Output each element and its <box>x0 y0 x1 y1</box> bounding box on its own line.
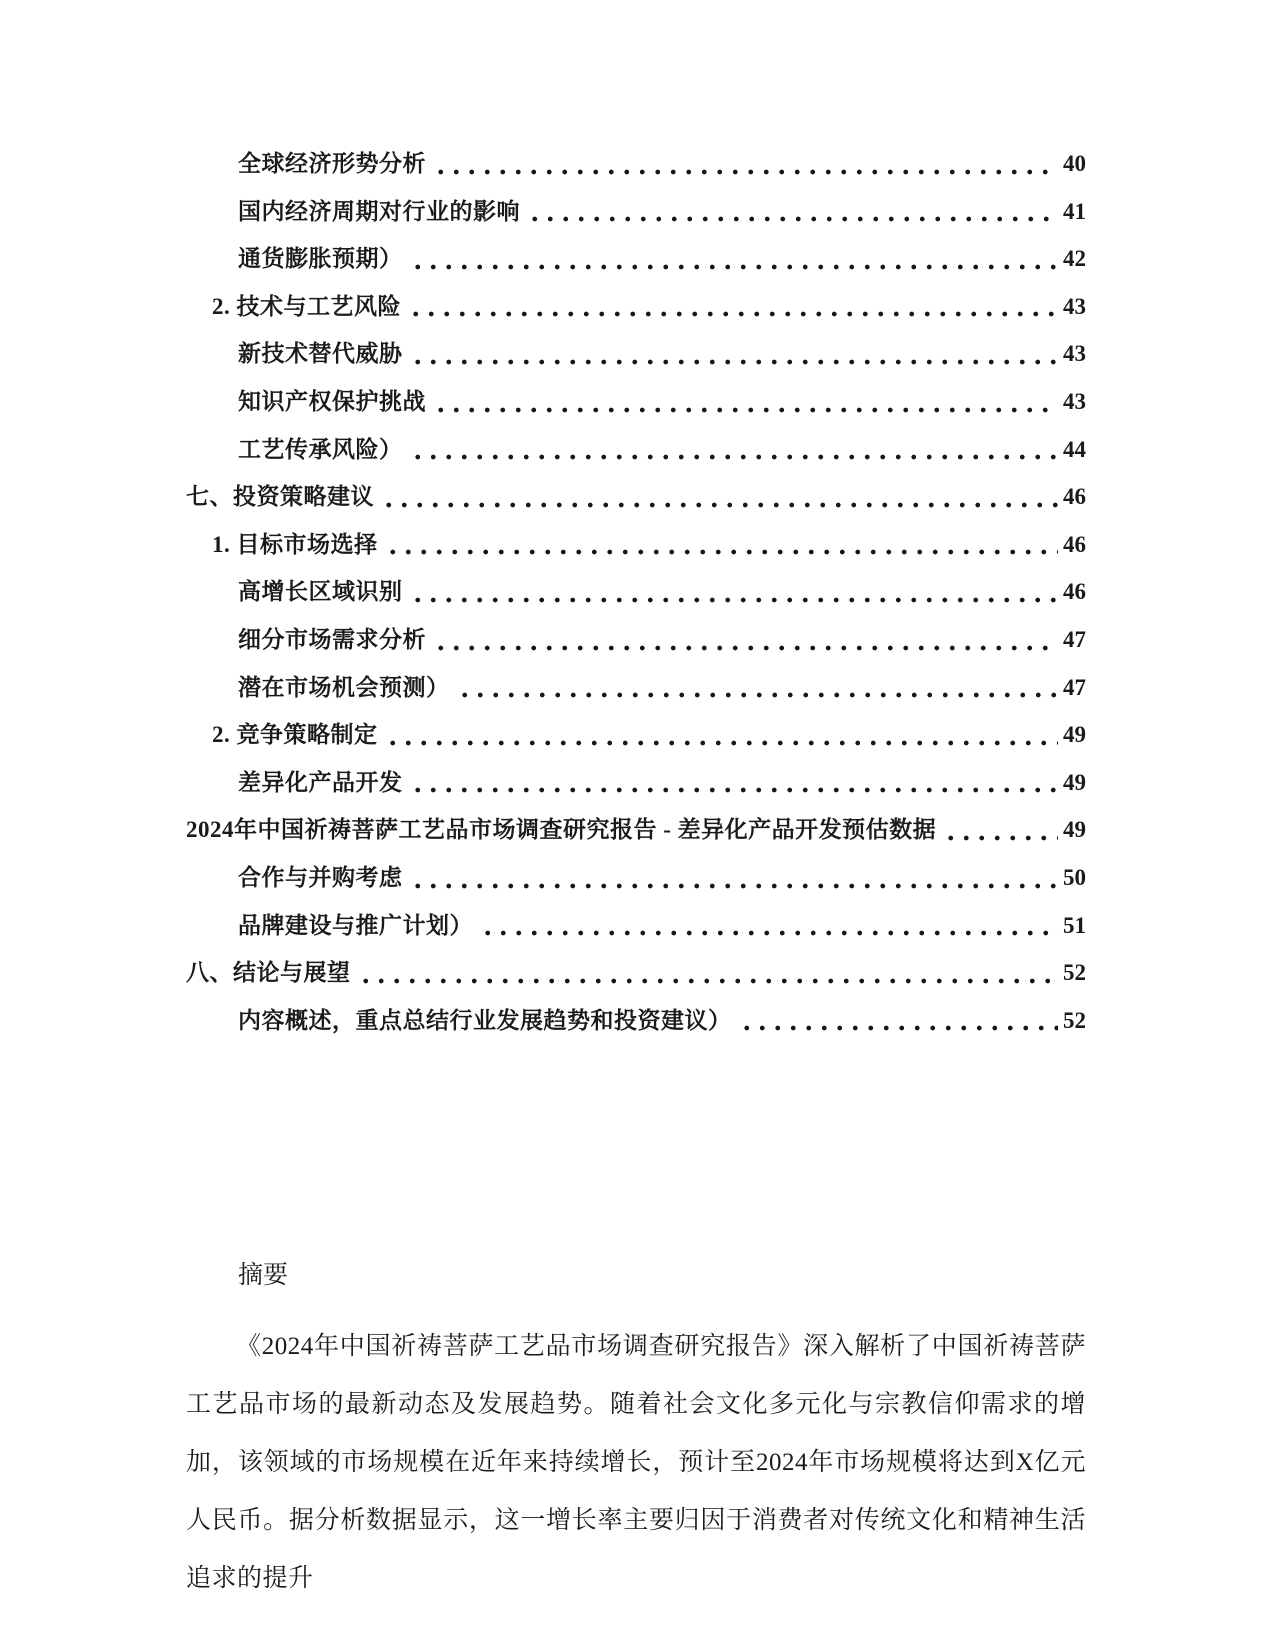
toc-entry-label: 细分市场需求分析 <box>238 626 426 652</box>
abstract-heading: 摘要 <box>238 1262 289 1290</box>
toc-entry <box>186 330 1086 378</box>
toc-page-number: 44 <box>1063 436 1086 462</box>
toc-page-number: 40 <box>1063 151 1086 176</box>
toc-leader-dots <box>381 502 1058 508</box>
toc-leader-dots <box>739 1025 1059 1031</box>
toc-entry-label: 合作与并购考虑 <box>238 864 403 890</box>
toc-entry <box>186 759 1086 807</box>
toc-leader-dots <box>410 359 1059 365</box>
toc-entry-label: 八、结论与展望 <box>186 960 351 986</box>
toc-entry <box>186 997 1086 1045</box>
toc-entry-label: 高增长区域识别 <box>238 579 403 605</box>
toc-entry <box>186 235 1086 283</box>
toc-entry-label: 差异化产品开发 <box>238 769 403 795</box>
toc-entry-label: 通货膨胀预期） <box>238 246 403 272</box>
toc-leader-dots <box>408 311 1058 317</box>
toc-entry-label: 2. 技术与工艺风险 <box>212 293 401 319</box>
toc-leader-dots <box>480 930 1058 936</box>
toc-page-number: 47 <box>1063 626 1086 652</box>
toc-entry-label: 内容概述，重点总结行业发展趋势和投资建议） <box>238 1007 732 1033</box>
toc-page-number: 43 <box>1063 341 1086 367</box>
toc-leader-dots <box>410 787 1059 793</box>
toc-entry <box>186 711 1086 759</box>
toc-leader-dots <box>410 454 1059 460</box>
toc-page-number: 52 <box>1063 960 1086 986</box>
toc-entry-label: 2. 竞争策略制定 <box>212 722 378 748</box>
toc-page-number: 49 <box>1063 722 1086 748</box>
toc-page-number: 51 <box>1063 912 1086 938</box>
toc-page-number: 46 <box>1063 484 1086 510</box>
toc-entry-label: 七、投资策略建议 <box>186 484 374 510</box>
toc-leader-dots <box>457 692 1059 698</box>
toc-leader-dots <box>410 883 1059 889</box>
toc-entry <box>186 568 1086 616</box>
table-of-contents <box>186 140 1086 1044</box>
toc-page-number: 52 <box>1063 1007 1086 1033</box>
toc-page-number: 47 <box>1063 674 1086 700</box>
abstract-section <box>186 1256 1086 1608</box>
toc-entry <box>186 902 1086 950</box>
toc-entry-label: 全球经济形势分析 <box>238 151 426 176</box>
toc-page-number: 46 <box>1063 579 1086 605</box>
toc-entry-label: 2024年中国祈祷菩萨工艺品市场调查研究报告 - 差异化产品开发预估数据 <box>186 817 937 843</box>
toc-leader-dots <box>385 740 1059 746</box>
toc-entry <box>186 949 1086 997</box>
toc-entry <box>186 473 1086 521</box>
toc-page-number: 43 <box>1063 293 1086 319</box>
toc-page-number: 49 <box>1063 817 1086 843</box>
toc-entry <box>186 616 1086 664</box>
toc-leader-dots <box>433 407 1058 413</box>
toc-leader-dots <box>358 978 1059 984</box>
toc-page-number: 41 <box>1063 198 1086 224</box>
toc-entry <box>186 378 1086 426</box>
toc-page-number: 42 <box>1063 246 1086 272</box>
toc-entry-label: 知识产权保护挑战 <box>238 388 426 414</box>
toc-entry-label: 潜在市场机会预测） <box>238 674 450 700</box>
toc-entry <box>186 806 1086 854</box>
toc-entry-label: 新技术替代威胁 <box>238 341 403 367</box>
toc-entry <box>186 426 1086 474</box>
toc-page-number: 43 <box>1063 388 1086 414</box>
toc-entry-label: 国内经济周期对行业的影响 <box>238 198 520 224</box>
toc-page-number: 49 <box>1063 769 1086 795</box>
toc-leader-dots <box>410 264 1059 270</box>
toc-entry-label: 品牌建设与推广计划） <box>238 912 473 938</box>
toc-entry <box>186 188 1086 236</box>
toc-entry <box>186 854 1086 902</box>
toc-entry <box>186 664 1086 712</box>
abstract-paragraph: 《2024年中国祈祷菩萨工艺品市场调查研究报告》深入解析了中国祈祷菩萨工艺品市场的最新动态及发展趋势。随着社会文化多元化与宗教信仰需求的增加，该领域的市场规模在近年来持续增长，预计至2024年市场规模将达到X亿元人民币。据分析数据显示，这一增长率主要归因于消费者对传统文化和精神生活追求的提升 <box>186 1333 1086 1593</box>
toc-entry <box>186 521 1086 569</box>
toc-page-number: 50 <box>1063 864 1086 890</box>
toc-leader-dots <box>433 645 1058 651</box>
toc-entry <box>186 283 1086 331</box>
toc-entry-label: 1. 目标市场选择 <box>212 531 378 557</box>
toc-leader-dots <box>943 835 1058 841</box>
toc-leader-dots <box>385 549 1059 555</box>
toc-page-number: 46 <box>1063 531 1086 557</box>
toc-leader-dots <box>527 216 1058 222</box>
toc-leader-dots <box>433 169 1058 175</box>
toc-entry-label: 工艺传承风险） <box>238 436 403 462</box>
toc-entry <box>186 140 1086 188</box>
toc-leader-dots <box>410 597 1059 603</box>
